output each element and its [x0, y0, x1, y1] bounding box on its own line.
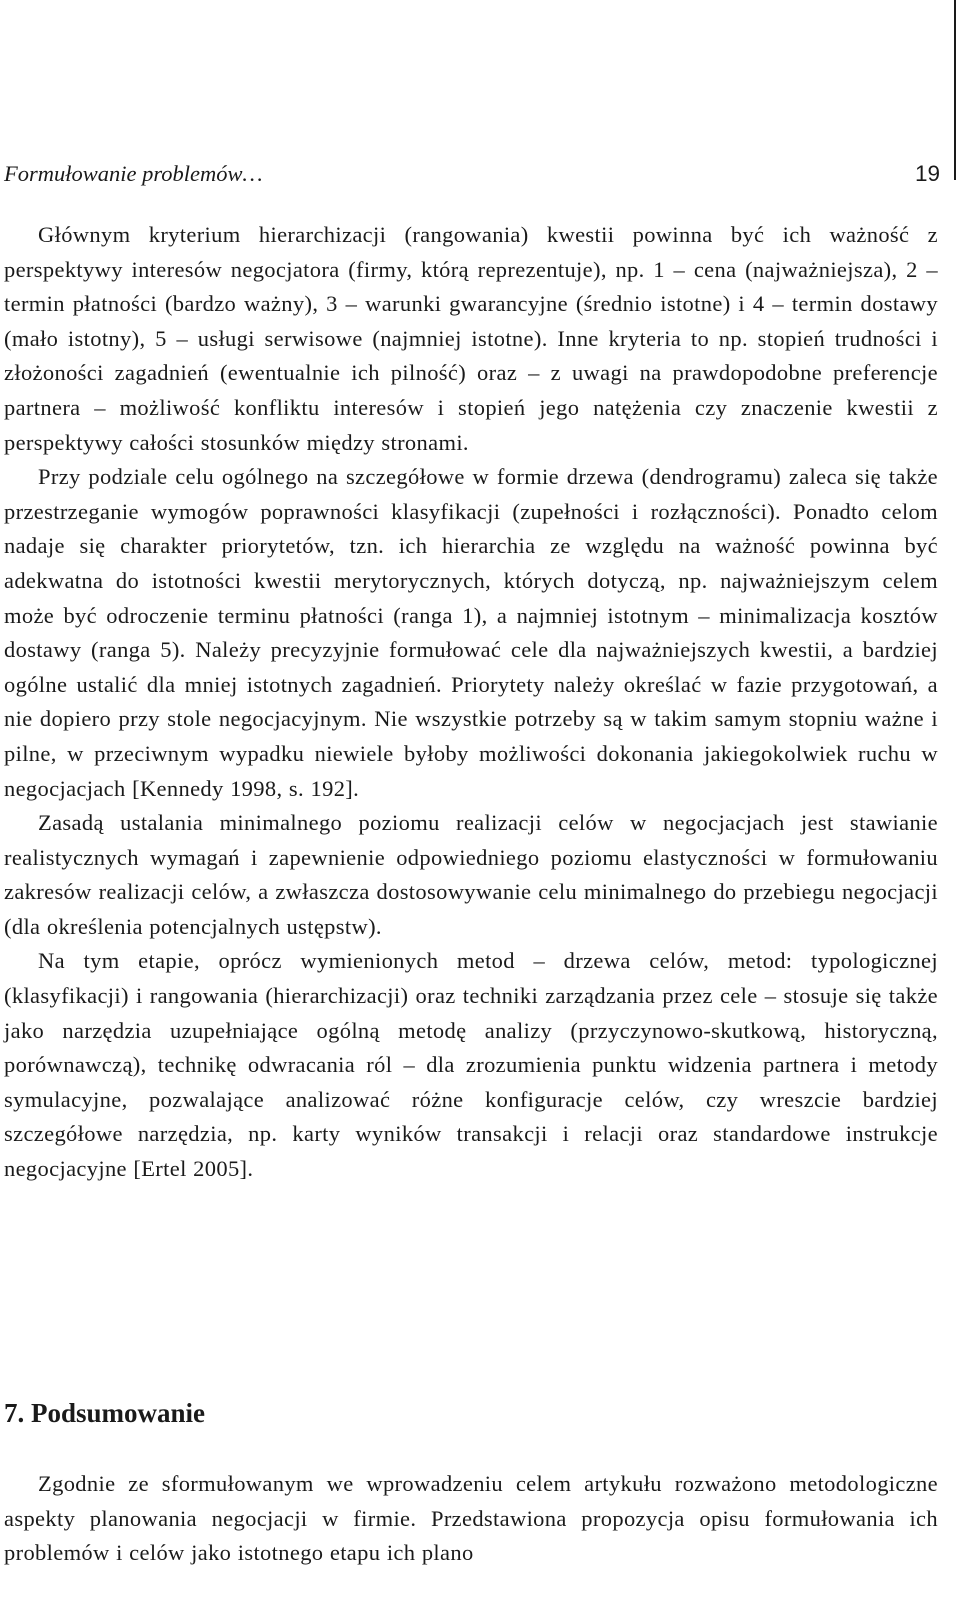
running-head	[4, 158, 940, 190]
body-text	[4, 218, 938, 1187]
paragraph: Głównym kryterium hierarchizacji (rangowania) kwestii powinna być ich ważność z perspektywy interesów negocjatora (firmy, którą reprezentuje), np. 1 – cena (najważniejsza), 2 – termin płatności (bardzo ważny), 3 – warunki gwarancyjne (średnio istotne) i 4 – termin dostawy (mało istotny), 5 – usługi serwisowe (najmniej istotne). Inne kryteria to np. stopień trudności i złożoności zagadnień (ewentualnie ich pilność) oraz – z uwagi na prawdopodobne preferencje partnera – możliwość konfliktu interesów i stopień jego natężenia czy znaczenie kwestii z perspektywy całości stosunków między stronami.	[4, 222, 938, 455]
margin-rule	[954, 0, 956, 180]
section-heading: 7. Podsumowanie	[4, 1398, 206, 1428]
summary-paragraph: Zgodnie ze sformułowanym we wprowadzeniu celem artykułu rozważono metodologiczne aspekty planowania negocjacji w firmie. Przedstawiona propozycja opisu formułowania ich problemów i celów jako istotnego etapu ich plano	[4, 1471, 938, 1566]
running-title: Formułowanie problemów…	[4, 161, 263, 186]
paragraph: Przy podziale celu ogólnego na szczegółowe w formie drzewa (dendrogramu) zaleca się także przestrzeganie wymogów poprawności klasyfikacji (zupełności i rozłączności). Ponadto celom nadaje się charakter priorytetów, tzn. ich hierarchia ze względu na ważność powinna być adekwatna do istotności kwestii merytorycznych, których dotyczą, np. najważniejszym celem może być odroczenie terminu płatności (ranga 1), a najmniej istotnym – minimalizacja kosztów dostawy (ranga 5). Należy precyzyjnie formułować cele dla najważniejszych kwestii, a bardziej ogólne ustalić dla mniej istotnych zagadnień. Priorytety należy określać w fazie przygotowań, a nie dopiero przy stole negocjacyjnym. Nie wszystkie potrzeby są w takim samym stopniu ważne i pilne, w przeciwnym wypadku niewiele byłoby możliwości dokonania jakiegokolwiek ruchu w negocjacjach [Kennedy 1998, s. 192].	[4, 464, 938, 801]
page-number: 19	[914, 161, 940, 186]
summary-text	[4, 1467, 938, 1571]
paragraph: Zasadą ustalania minimalnego poziomu realizacji celów w negocjacjach jest stawianie realistycznych wymagań i zapewnienie odpowiedniego poziomu elastyczności w formułowaniu zakresów realizacji celów, a zwłaszcza dostosowywanie celu minimalnego do przebiegu negocjacji (dla określenia potencjalnych ustępstw).	[4, 810, 938, 939]
paragraph: Na tym etapie, oprócz wymienionych metod – drzewa celów, metod: typologicznej (klasyfikacji) i rangowania (hierarchizacji) oraz techniki zarządzania przez cele – stosuje się także jako narzędzia uzupełniające ogólną metodę analizy (przyczynowo-skutkową, historyczną, porównawczą), technikę odwracania ról – dla zrozumienia punktu widzenia partnera i metody symulacyjne, pozwalające analizować różne konfiguracje celów, czy wreszcie bardziej szczegółowe narzędzia, np. karty wyników transakcji i relacji oraz standardowe instrukcje negocjacyjne [Ertel 2005].	[4, 948, 938, 1182]
